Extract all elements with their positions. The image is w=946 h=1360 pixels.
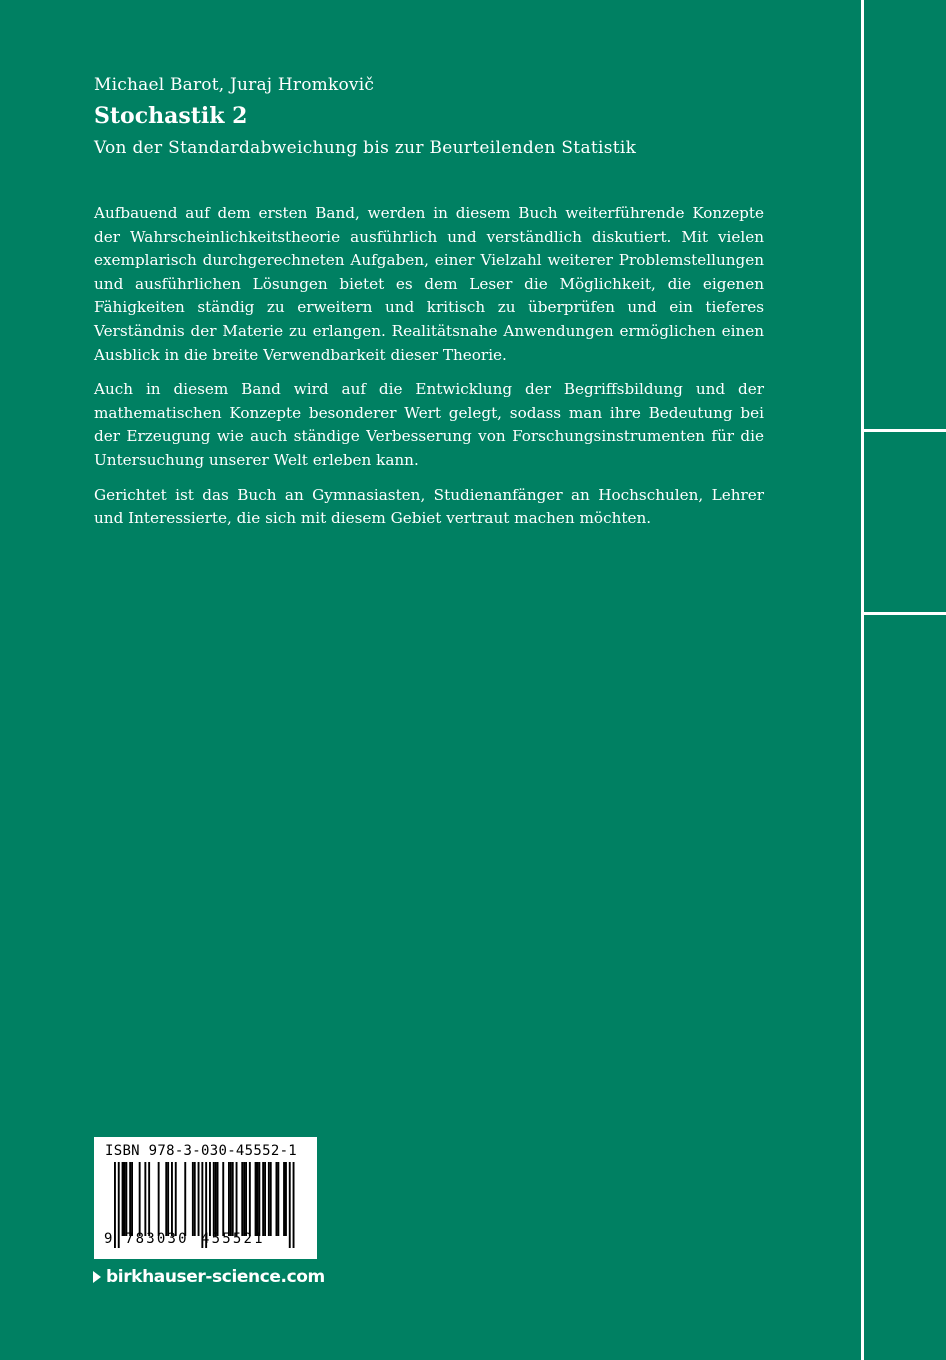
barcode-bar: [148, 1162, 150, 1236]
barcode-bar: [122, 1162, 124, 1236]
flap-rule-upper: [864, 429, 946, 432]
barcode-bar: [255, 1162, 257, 1236]
author-names: Michael Barot, Juraj Hromkovič: [94, 75, 375, 95]
barcode-bar: [243, 1162, 245, 1236]
barcode-bar: [167, 1162, 169, 1236]
barcode-bar: [114, 1162, 116, 1248]
barcode-bar: [264, 1162, 266, 1236]
blurb-paragraph: Gerichtet ist das Buch an Gymnasiasten, Studienanfänger an Hochschulen, Lehrer und Interessierte, die sich mit diesem Gebiet vertraut machen möchten.: [94, 485, 764, 528]
barcode-bar: [258, 1162, 260, 1236]
barcode-bar: [241, 1162, 243, 1236]
blurb-paragraph: Aufbauend auf dem ersten Band, werden in diesem Buch weiterführende Konzepte der Wahrscheinlichkeitstheorie ausführlich und verständlich diskutiert. Mit vielen exemplarisch durchgerechneten Aufgaben, einer Vielzahl weiterer Problemstellungen und ausführlichen Lösungen bietet es dem Leser die Möglichkeit, die eigenen Fähigkeiten ständig zu erweitern und kritisch zu überprüfen und ein tieferes Verständnis der Materie zu erlangen. Realitätsnahe Anwendungen ermöglichen einen Ausblick in die breite Verwendbarkeit dieser Theorie.: [94, 204, 764, 364]
barcode-bar: [175, 1162, 177, 1236]
ean-left-digits: 783030: [125, 1231, 189, 1247]
book-subtitle: Von der Standardabweichung bis zur Beurteilenden Statistik: [94, 138, 637, 158]
barcode-bar: [131, 1162, 133, 1236]
barcode-bar: [213, 1162, 215, 1236]
flap-rule-lower: [864, 612, 946, 615]
barcode-bar: [139, 1162, 141, 1236]
barcode-bar: [277, 1162, 279, 1236]
barcode-bar: [217, 1162, 219, 1236]
barcode-bar: [129, 1162, 131, 1236]
barcode-bar: [124, 1162, 126, 1236]
barcode-bar: [184, 1162, 186, 1236]
barcode-bar: [262, 1162, 264, 1236]
barcode-bar: [268, 1162, 270, 1236]
barcode-bar: [192, 1162, 194, 1236]
ean-right-digits: 455521: [201, 1231, 265, 1247]
book-title: Stochastik 2: [94, 103, 248, 129]
blurb-paragraph: Auch in diesem Band wird auf die Entwicklung der Begriffsbildung und der mathematischen Konzepte besonderer Wert gelegt, sodass man ihre Bedeutung bei der Erzeugung wie auch ständige Verbesserung von Forschungsinstrumenten für die Untersuchung unserer Welt erleben kann.: [94, 380, 764, 469]
barcode-bar: [171, 1162, 173, 1236]
barcode-bar: [215, 1162, 217, 1236]
barcode-bar: [236, 1162, 238, 1236]
barcode-bar: [198, 1162, 200, 1236]
publisher-link[interactable]: [93, 1267, 325, 1287]
barcode-bar: [209, 1162, 211, 1236]
barcode-bar: [144, 1162, 146, 1236]
triangle-right-icon: [93, 1271, 101, 1283]
barcode-bar: [289, 1162, 291, 1248]
publisher-url: birkhauser-science.com: [106, 1267, 325, 1287]
barcode-bar: [245, 1162, 247, 1236]
barcode-bar: [125, 1162, 127, 1236]
barcode-bar: [118, 1162, 120, 1248]
barcode-bar: [270, 1162, 272, 1236]
barcode-bar: [194, 1162, 196, 1236]
barcode-bar: [257, 1162, 259, 1236]
blurb: [94, 202, 764, 542]
barcode-bar: [293, 1162, 295, 1248]
barcode-bar: [283, 1162, 285, 1236]
barcode-bar: [276, 1162, 278, 1236]
barcode-bar: [165, 1162, 167, 1236]
barcode-bar: [222, 1162, 224, 1236]
barcode-bar: [249, 1162, 251, 1236]
isbn-barcode: [94, 1137, 317, 1259]
barcode-bar: [228, 1162, 230, 1236]
isbn-label: ISBN 978-3-030-45552-1: [105, 1143, 298, 1159]
spine-divider: [861, 0, 864, 1360]
barcode-bar: [232, 1162, 234, 1236]
barcode-bar: [230, 1162, 232, 1236]
barcode-bar: [285, 1162, 287, 1236]
barcode-bar: [158, 1162, 160, 1236]
ean-first-digit: 9: [104, 1231, 113, 1247]
